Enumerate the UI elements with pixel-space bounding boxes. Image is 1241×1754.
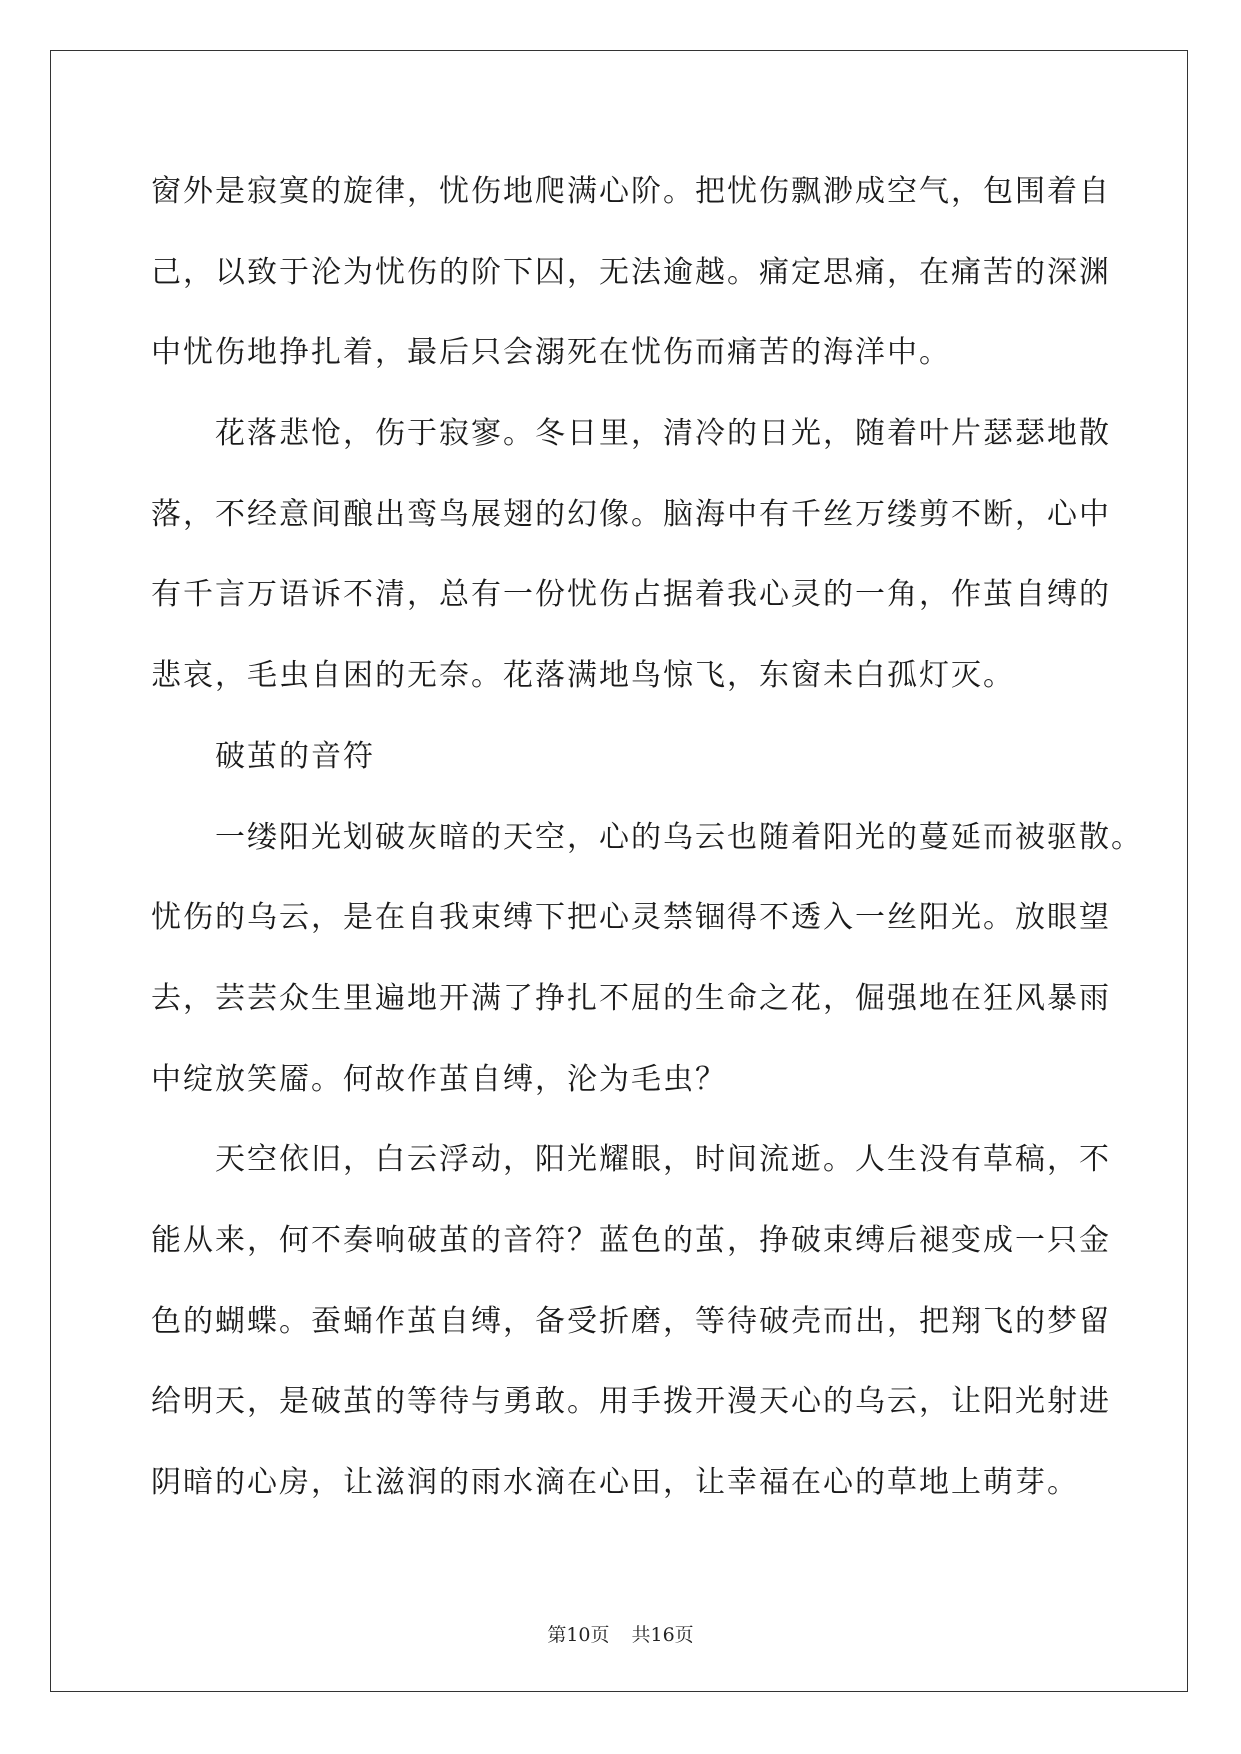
text-line: 给明天，是破茧的等待与勇敢。用手拨开漫天心的乌云，让阳光射进 bbox=[151, 1384, 1111, 1420]
text-line: 有千言万语诉不清，总有一份忧伤占据着我心灵的一角，作茧自缚的 bbox=[151, 577, 1111, 613]
text-line: 阴暗的心房，让滋润的雨水滴在心田，让幸福在心的草地上萌芽。 bbox=[151, 1465, 1079, 1500]
text-line: 悲哀，毛虫自困的无奈。花落满地鸟惊飞，东窗未白孤灯灭。 bbox=[151, 658, 1015, 694]
page-number: 第10页 bbox=[547, 1624, 610, 1646]
text-line: 天空依旧，白云浮动，阳光耀眼，时间流逝。人生没有草稿，不 bbox=[215, 1142, 1111, 1178]
text-line: 花落悲怆，伤于寂寥。冬日里，清冷的日光，随着叶片瑟瑟地散 bbox=[215, 416, 1111, 452]
text-line: 色的蝴蝶。蚕蛹作茧自缚，备受折磨，等待破壳而出，把翔飞的梦留 bbox=[151, 1303, 1111, 1339]
paragraph-1 bbox=[151, 152, 1111, 394]
text-line: 忧伤的乌云，是在自我束缚下把心灵禁锢得不透入一丝阳光。放眼望 bbox=[151, 900, 1111, 936]
document-body bbox=[151, 152, 1143, 1524]
section-heading bbox=[151, 717, 1101, 798]
text-line: 落，不经意间酿出鸾鸟展翅的幻像。脑海中有千丝万缕剪不断，心中 bbox=[151, 496, 1111, 532]
text-line: 中忧伤地挣扎着，最后只会溺死在忧伤而痛苦的海洋中。 bbox=[151, 335, 951, 371]
paragraph-3 bbox=[151, 798, 1143, 1121]
text-line: 窗外是寂寞的旋律，忧伤地爬满心阶。把忧伤飘渺成空气，包围着自 bbox=[151, 174, 1111, 209]
heading-line: 破茧的音符 bbox=[215, 738, 375, 774]
text-line: 能从来，何不奏响破茧的音符？蓝色的茧，挣破束缚后褪变成一只金 bbox=[151, 1222, 1111, 1258]
text-line: 己，以致于沦为忧伤的阶下囚，无法逾越。痛定思痛，在痛苦的深渊 bbox=[151, 254, 1111, 290]
paragraph-4 bbox=[151, 1120, 1111, 1523]
text-line: 一缕阳光划破灰暗的天空，心的乌云也随着阳光的蔓延而被驱散。 bbox=[215, 819, 1143, 855]
text-line: 去，芸芸众生里遍地开满了挣扎不屈的生命之花，倔强地在狂风暴雨 bbox=[151, 980, 1111, 1016]
page-total: 共16页 bbox=[631, 1624, 694, 1646]
paragraph-2 bbox=[151, 394, 1111, 717]
text-line: 中绽放笑靥。何故作茧自缚，沦为毛虫？ bbox=[151, 1061, 727, 1097]
page-footer bbox=[0, 1620, 1241, 1647]
